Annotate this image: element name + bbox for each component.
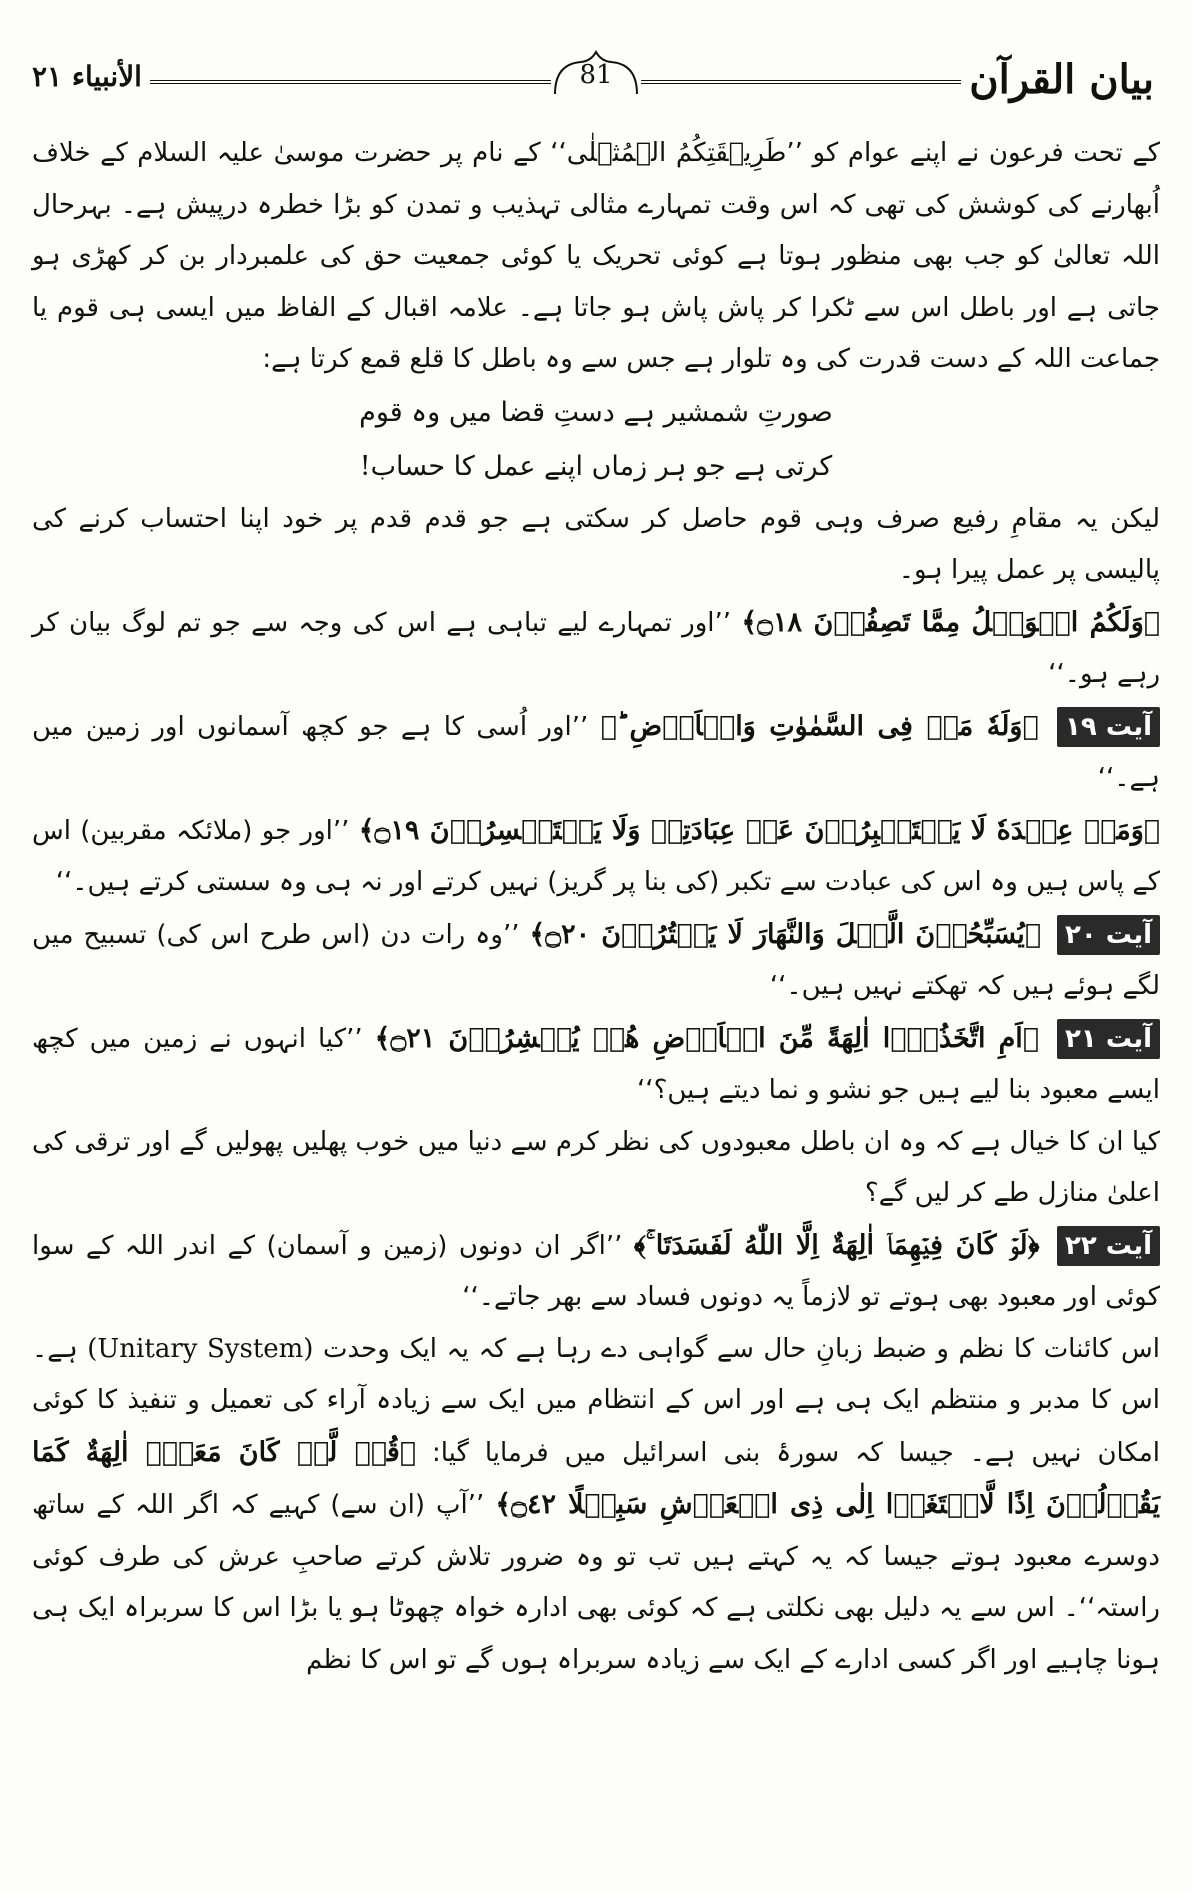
page-number: 81	[579, 60, 613, 90]
ayah-22-verse: ﴿لَوۡ كَانَ فِيۡهِمَاۤ اٰلِهَةٌ اِلَّا اللّٰهُ لَفَسَدَتَا ۚ﴾	[633, 1229, 1040, 1261]
bani-israel-verse: ﴿قُلۡ لَّوۡ كَانَ مَعَهٗۤ اٰلِهَةٌ كَمَا يَقُوۡلُوۡنَ اِذًا لَّابۡتَغَوۡا اِلٰى ذِى الۡعَرۡشِ سَبِيۡلًا ۝٤٢﴾	[32, 1436, 1161, 1520]
page-content	[32, 128, 1160, 1686]
ayah-19-continued	[32, 805, 1160, 909]
page-number-badge	[551, 50, 641, 98]
ayah-20-verse: ﴿يُسَبِّحُوۡنَ الَّيۡلَ وَالنَّهَارَ لَا يَفۡتُرُوۡنَ ۝٢٠﴾	[529, 918, 1042, 950]
unitary-system-term: (Unitary System)	[87, 1333, 314, 1364]
ayah-21-translation: ’’کیا انہوں نے زمین میں کچھ ایسے معبود بنا لیے ہیں جو نشو و نما دیتے ہیں؟‘‘	[32, 1023, 1160, 1105]
ayah-20	[32, 909, 1160, 1013]
ayah-21-verse: ﴿اَمِ اتَّخَذُوۡۤا اٰلِهَةً مِّنَ الۡاَرۡضِ هُمۡ يُنۡشِرُوۡنَ ۝٢١﴾	[374, 1022, 1040, 1054]
ayah-21	[32, 1013, 1160, 1117]
ayah-22-commentary	[32, 1324, 1160, 1687]
commentary-text-2: ہے۔ اس کا مدبر و منتظم ایک ہی ہے اور اس کے انتظام میں ایک سے زیادہ آراء کی تعمیل و تنفیذ کا کوئی امکان نہیں ہے۔ جیسا کہ سورۂ بنی اسرائیل میں فرمایا گیا:	[32, 1333, 1160, 1468]
poem-line-1: صورتِ شمشیر ہے دستِ قضا میں وہ قوم	[359, 396, 833, 428]
poem-line-2: کرتی ہے جو ہر زماں اپنے عمل کا حساب!	[359, 450, 833, 482]
ayah-20-translation: ’’وہ رات دن (اس طرح اس کی) تسبیح میں لگے ہوئے ہیں کہ تھکتے نہیں ہیں۔‘‘	[32, 919, 1160, 1001]
paragraph-3	[32, 597, 1160, 701]
ayah-22-tag: آیت ۲۲	[1057, 1226, 1160, 1266]
ayah-19	[32, 701, 1160, 805]
ayah-21-tag: آیت ۲۱	[1057, 1019, 1160, 1059]
surah-name: الأنبیاء ۲۱	[32, 60, 150, 93]
ayah-19-verse: ﴿وَلَهٗ مَنۡ فِى السَّمٰوٰتِ وَالۡاَرۡضِ ؕ﴾	[600, 710, 1039, 742]
commentary-text-3: ’’آپ (ان سے) کہیے کہ اگر اللہ کے ساتھ دوسرے معبود ہوتے جیسا کہ یہ کہتے ہیں تب تو وہ ضرور تلاش کرتے صاحبِ عرش کی طرف کوئی راستہ‘‘۔ اس سے یہ دلیل بھی نکلتی ہے کہ کوئی بھی ادارہ خواہ چھوٹا ہو یا بڑا اس کا سربراہ ایک ہی ہونا چاہیے اور اگر کسی ادارے کے ایک سے زیادہ سربراہ ہوں گے تو اس کا نظم	[32, 1490, 1160, 1675]
ayah-21-commentary: کیا ان کا خیال ہے کہ وہ ان باطل معبودوں کی نظر کرم سے دنیا میں خوب پھلیں پھولیں گے اور ترقی کی اعلیٰ منازل طے کر لیں گے؟	[32, 1126, 1160, 1208]
ayah-19-tag: آیت ۱۹	[1057, 707, 1160, 747]
verse-18-translation: ’’اور تمہارے لیے تباہی ہے اس کی وجہ سے جو تم لوگ بیان کر رہے ہو۔‘‘	[32, 607, 1160, 689]
ayah-19b-verse: ﴿وَمَنۡ عِنۡدَهٗ لَا يَسۡتَكۡبِرُوۡنَ عَنۡ عِبَادَتِهٖ وَلَا يَسۡتَحۡسِرُوۡنَ ۝١٩﴾	[358, 814, 1160, 846]
book-title: بیان القرآن	[961, 56, 1154, 103]
paragraph-1: کے تحت فرعون نے اپنے عوام کو ’’طَرِیۡقَتِکُمُ الۡمُثۡلٰی‘‘ کے نام پر حضرت موسیٰ علیہ السلام کے خلاف اُبھارنے کی کوشش کی تھی کہ اس وقت تمہارے مثالی تہذیب و تمدن کو بڑا خطرہ درپیش ہے۔ بہرحال اللہ تعالیٰ کو جب بھی منظور ہوتا ہے کوئی تحریک یا کوئی جمعیت حق کی علمبردار بن کر کھڑی ہو جاتی ہے اور باطل اس سے ٹکرا کر پاش پاش ہو جاتا ہے۔ علامہ اقبال کے الفاظ میں ایسی ہی قوم یا جماعت اللہ کے دست قدرت کی وہ تلوار ہے جس سے وہ باطل کا قلع قمع کرتا ہے:	[32, 138, 1160, 374]
ayah-19b-translation: ’’اور جو (ملائکہ مقربین) اس کے پاس ہیں وہ اس کی عبادت سے تکبر (کی بنا پر گریز) نہیں کرتے اور نہ ہی وہ سستی کرتے ہیں۔‘‘	[32, 815, 1160, 897]
paragraph-2: لیکن یہ مقامِ رفیع صرف وہی قوم حاصل کر سکتی ہے جو قدم قدم پر خود اپنا احتساب کرنے کی پالیسی پر عمل پیرا ہو۔	[32, 503, 1160, 585]
ayah-20-tag: آیت ۲۰	[1057, 915, 1160, 955]
verse-18: ﴿وَلَكُمُ الۡوَيۡلُ مِمَّا تَصِفُوۡنَ ۝١٨﴾	[741, 606, 1160, 638]
ayah-22-translation: ’’اگر ان دونوں (زمین و آسمان) کے اندر اللہ کے سوا کوئی اور معبود بھی ہوتے تو لازماً یہ دونوں فساد سے بھر جاتے۔‘‘	[32, 1230, 1160, 1312]
ayah-19-translation: ’’اور اُسی کا ہے جو کچھ آسمانوں اور زمین میں ہے۔‘‘	[32, 711, 1160, 793]
page-header	[30, 40, 1162, 110]
commentary-text-1: اس کائنات کا نظم و ضبط زبانِ حال سے گواہی دے رہا ہے کہ یہ ایک وحدت	[323, 1333, 1160, 1364]
ayah-22	[32, 1220, 1160, 1324]
